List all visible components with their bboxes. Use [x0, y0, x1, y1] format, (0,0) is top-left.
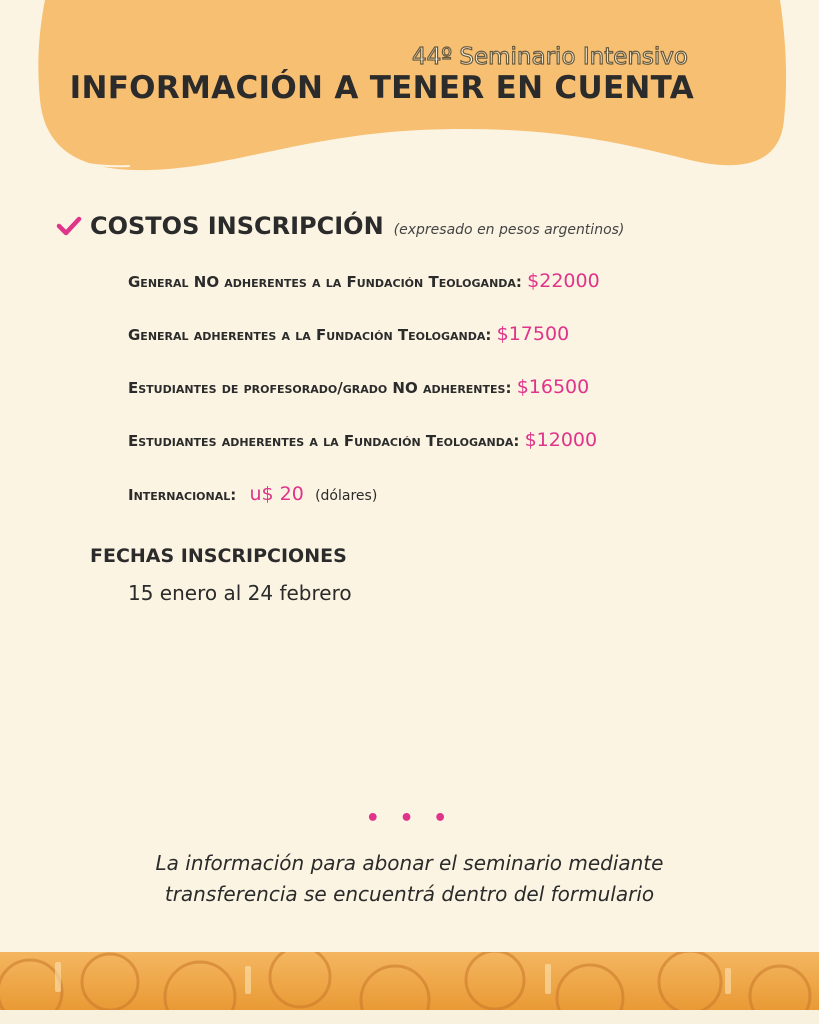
cost-label: Estudiantes de profesorado/grado NO adherentes:: [128, 379, 512, 397]
cost-label: Estudiantes adherentes a la Fundación Teologanda:: [128, 432, 520, 450]
cost-item: [128, 323, 569, 345]
ellipsis-dots: • • •: [365, 806, 454, 831]
costs-title: COSTOS INSCRIPCIÓN: [90, 212, 384, 240]
cost-price: $22000: [527, 270, 600, 292]
cost-extra: (dólares): [315, 488, 378, 504]
costs-note: (expresado en pesos argentinos): [393, 222, 625, 238]
dates-value: 15 enero al 24 febrero: [128, 581, 352, 605]
cost-price: $16500: [516, 376, 590, 398]
costs-heading: [56, 212, 624, 240]
page-title: INFORMACIÓN A TENER EN CUENTA: [69, 70, 694, 106]
cost-price: $17500: [496, 323, 570, 345]
cost-item: [128, 376, 589, 398]
cost-price: u$ 20: [249, 483, 304, 505]
decorative-band-image: [0, 952, 819, 1010]
header-subtitle: 44º Seminario Intensivo: [411, 44, 688, 70]
cost-price: $12000: [524, 429, 598, 451]
cost-label: General NO adherentes a la Fundación Teologanda:: [128, 273, 522, 291]
dates-title: FECHAS INSCRIPCIONES: [90, 545, 347, 567]
footer-line-2: transferencia se encuentrá dentro del formulario: [164, 882, 655, 906]
cost-label: Internacional:: [128, 486, 237, 504]
bottom-strip: [0, 1010, 819, 1024]
cost-item: [128, 429, 597, 451]
checkmark-icon: [56, 215, 82, 237]
cost-item: [128, 483, 377, 505]
footer-note: [0, 848, 819, 910]
cost-label: General adherentes a la Fundación Teologanda:: [128, 326, 492, 344]
cost-item: [128, 270, 600, 292]
footer-line-1: La información para abonar el seminario mediante: [155, 851, 664, 875]
